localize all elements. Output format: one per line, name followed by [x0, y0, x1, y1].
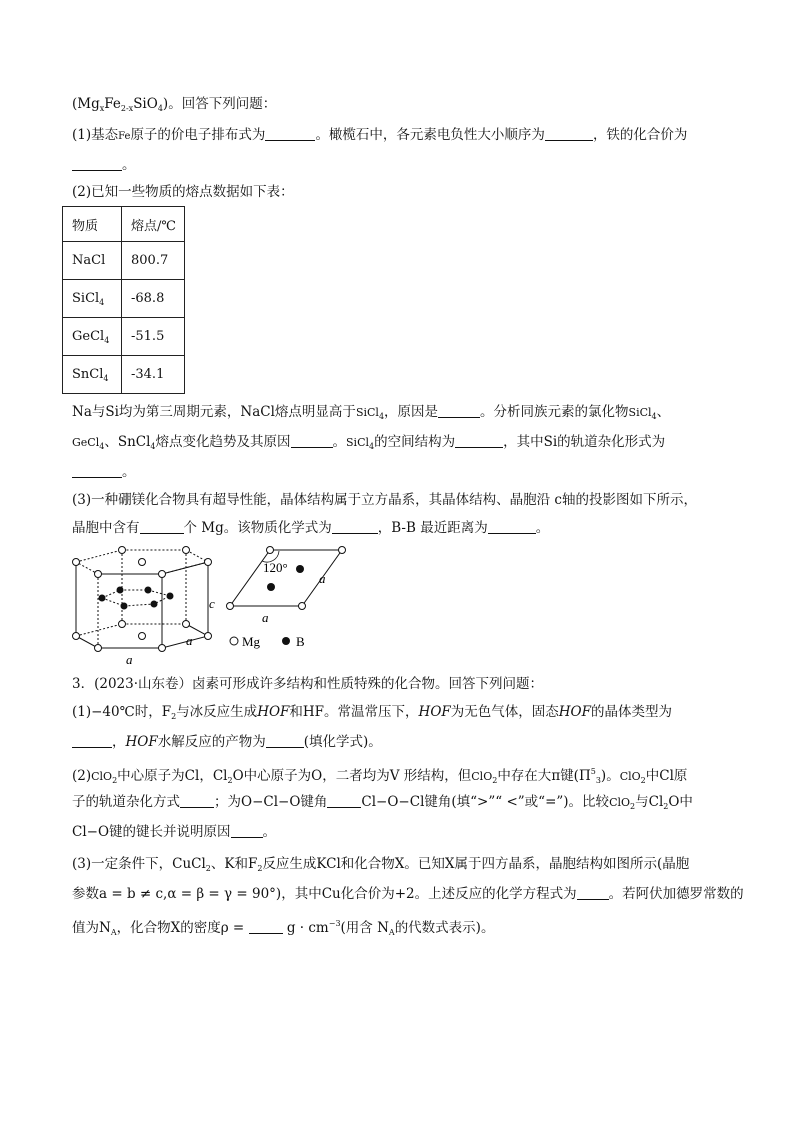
answer-blank[interactable] [327, 793, 361, 808]
answer-blank[interactable] [291, 433, 333, 448]
table-row [63, 356, 185, 394]
b-atom-projection [296, 565, 304, 573]
label-a: a [262, 610, 269, 625]
angle-label: 120° [263, 560, 288, 575]
table-header-cell: 物质 [63, 207, 122, 242]
question-3-line-1: (3)一种硼镁化合物具有超导性能，晶体结构属于立方晶系，其晶体结构、晶胞沿 c轴的投影图如下所示， [72, 492, 697, 508]
answer-blank[interactable] [72, 156, 122, 171]
problem-3-part-3-line-2: 参数a = b ≠ c,α = β = γ = 90°)，其中Cu化合价为+2。上述反应的化学方程式为 。若阿伏加德罗常数的 [72, 886, 744, 902]
answer-blank[interactable] [577, 885, 609, 900]
question-2-intro: (2)已知一些物质的熔点数据如下表： [72, 184, 294, 200]
problem-3-part-3-line-1: (3)一定条件下，CuCl$_2$、K和$F_2$反应生成KCl和化合物X。已知X属于四方晶系，晶胞结构如图所示(晶胞 [72, 856, 690, 873]
table-cell-substance: SnCl$_4$ [63, 356, 122, 394]
table-row [63, 318, 185, 356]
problem-3-part-2-line-3: Cl−O键的键长并说明原因 。 [72, 824, 277, 840]
table-cell-value: -68.8 [122, 280, 185, 318]
answer-blank[interactable] [438, 403, 480, 418]
crystal-structure-figure [62, 538, 362, 670]
table-cell-substance: GeCl$_4$ [63, 318, 122, 356]
question-2-line-2: GeCl$_4$、SnCl$_4$熔点变化趋势及其原因 。SiCl$_4$的空间结构为 ，其中Si的轨道杂化形式为 [72, 434, 666, 451]
figure-legend [230, 634, 305, 649]
answer-blank[interactable] [140, 519, 184, 534]
legend-b: B [296, 634, 305, 649]
table-cell-value: 800.7 [122, 242, 185, 280]
answer-blank[interactable] [488, 519, 536, 534]
label-a: a [319, 571, 326, 586]
b-atom-projection [267, 583, 275, 591]
answer-blank[interactable] [180, 793, 214, 808]
intro-line: $(Mg_xFe_{2-x}SiO_4)$。回答下列问题： [72, 96, 277, 113]
table-cell-substance: NaCl [63, 242, 122, 280]
answer-blank[interactable] [249, 919, 283, 934]
problem-3-part-2-line-2: 子的轨道杂化方式 ；为O−Cl−O键角 Cl−O−Cl键角(填“>”“ <”或“=”)。比较ClO$_2$与$Cl_2O$中 [72, 794, 693, 811]
question-1-line-1: (1)基态Fe原子的价电子排布式为 。橄榄石中，各元素电负性大小顺序为 ，铁的化合价为 [72, 127, 688, 143]
answer-blank[interactable] [266, 733, 304, 748]
table-cell-value: -51.5 [122, 318, 185, 356]
problem-3-part-3-line-3: 值为$N_A$，化合物X的密度$\rho = g \cdot cm^{-3}$(用含 $N_A$的代数式表示)。 [72, 919, 495, 937]
answer-blank[interactable] [265, 126, 315, 141]
question-3-line-2: 晶胞中含有 个 Mg。该物质化学式为 ，B-B 最近距离为 。 [72, 520, 550, 536]
answer-blank[interactable] [332, 519, 378, 534]
problem-3-title: 3．(2023·山东卷）卤素可形成许多结构和性质特殊的化合物。回答下列问题： [72, 676, 544, 692]
table-row [63, 280, 185, 318]
melting-point-table [62, 206, 185, 394]
answer-blank[interactable] [545, 126, 593, 141]
table-row [63, 242, 185, 280]
problem-3-part-1-line-1: (1)−40℃时，$F_2$与冰反应生成HOF和HF。常温常压下，HOF为无色气体，固态HOF的晶体类型为 [72, 704, 672, 721]
label-a: a [186, 633, 193, 648]
legend-mg: Mg [242, 634, 261, 649]
answer-blank[interactable] [72, 733, 112, 748]
crystal-projection [227, 547, 346, 626]
question-2-line-1: Na与Si均为第三周期元素，NaCl熔点明显高于SiCl$_4$，原因是 。分析同族元素的氯化物SiCl$_4$、 [72, 404, 671, 421]
problem-3-part-2-line-1: (2)ClO$_2$中心原子为Cl，$Cl_2O$中心原子为O，二者均为V 形结构，但ClO$_2$中存在大π键$(\Pi^5_3)$。ClO$_2$中Cl原 [72, 767, 688, 785]
table-header-row [63, 207, 185, 242]
table-cell-substance: SiCl$_4$ [63, 280, 122, 318]
table-header-cell: 熔点/℃ [122, 207, 185, 242]
answer-blank[interactable] [455, 433, 503, 448]
problem-3-part-1-line-2: ，HOF水解反应的产物为 (填化学式)。 [72, 732, 382, 752]
question-2-line-3: 。 [72, 462, 136, 482]
answer-blank[interactable] [231, 823, 263, 838]
question-1-line-2: 。 [72, 155, 136, 175]
answer-blank[interactable] [72, 463, 122, 478]
table-cell-value: -34.1 [122, 356, 185, 394]
label-a: a [126, 652, 133, 667]
label-c: c [209, 596, 215, 611]
